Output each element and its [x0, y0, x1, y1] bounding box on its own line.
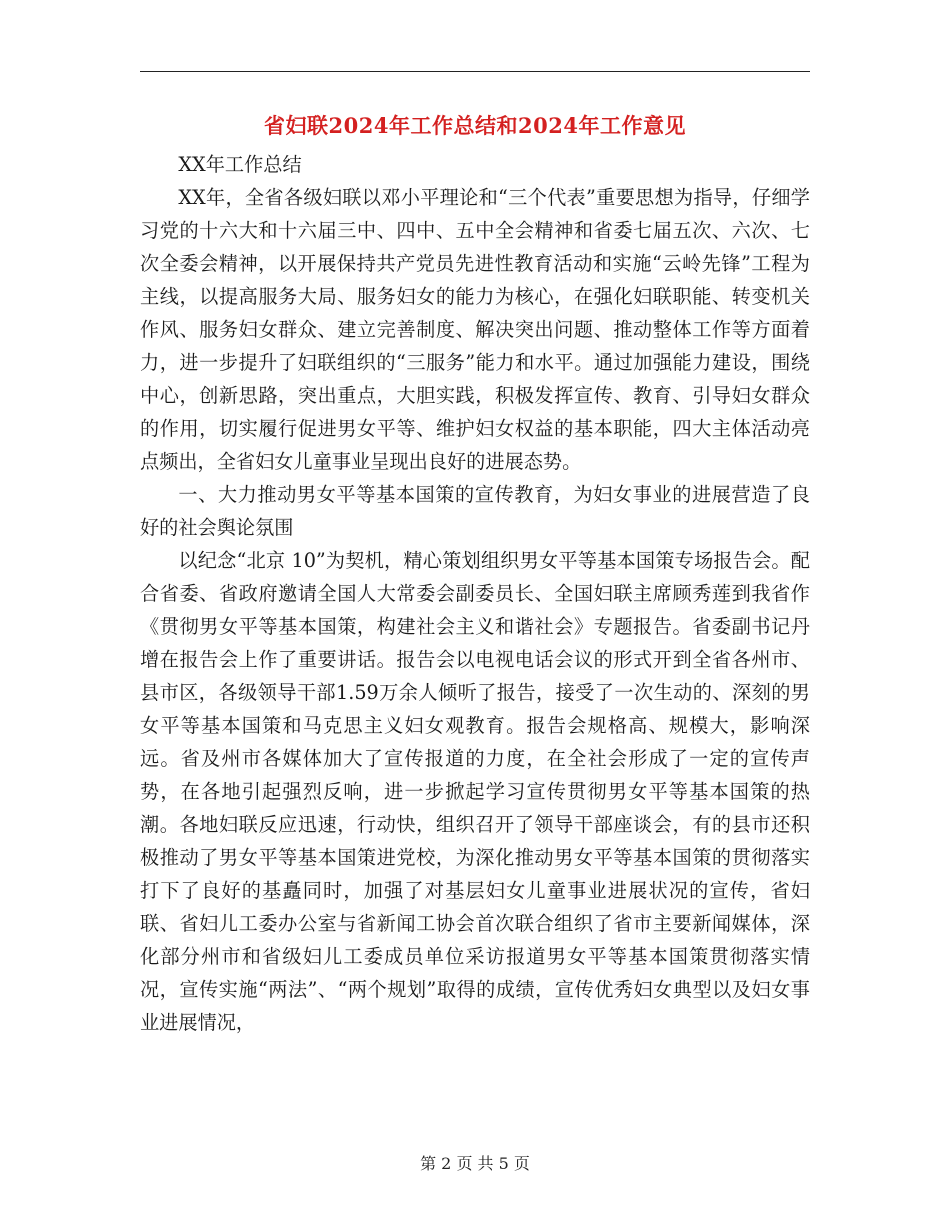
section-heading-one: 一、大力推动男女平等基本国策的宣传教育，为妇女事业的进展营造了良好的社会舆论氛围 [140, 483, 810, 539]
body-paragraph-publicity: 以纪念“北京 10”为契机，精心策划组织男女平等基本国策专场报告会。配合省委、省政府邀请全国人大常委会副委员长、全国妇联主席顾秀莲到我省作《贯彻男女平等基本国策，构建社会主义和谐社会》专题报告。省委副书记丹增在报告会上作了重要讲话。报告会以电视电话会议的形式开到全省各州市、县市区，各级领导干部1.59万余人倾听了报告，接受了一次生动的、深刻的男女平等基本国策和马克思主义妇女观教育。报告会规格高、规模大，影响深远。省及州市各媒体加大了宣传报道的力度，在全社会形成了一定的宣传声势，在各地引起强烈反响，进一步掀起学习宣传贯彻男女平等基本国策的热潮。各地妇联反应迅速，行动快，组织召开了领导干部座谈会，有的县市还积极推动了男女平等基本国策进党校，为深化推动男女平等基本国策的贯彻落实打下了良好的基矗同时，加强了对基层妇女儿童事业进展状况的宣传，省妇联、省妇儿工委办公室与省新闻工协会首次联合组织了省市主要新闻媒体，深化部分州市和省级妇儿工委成员单位采访报道男女平等基本国策贯彻落实情况，宣传实施“两法”、“两个规划”取得的成绩，宣传优秀妇女典型以及妇女事业进展情况， [140, 549, 810, 1034]
document-body [140, 148, 810, 1039]
document-title: 省妇联2024年工作总结和2024年工作意见 [264, 113, 686, 138]
body-paragraph-intro: XX年，全省各级妇联以邓小平理论和“三个代表”重要思想为指导，仔细学习党的十六大和十六届三中、四中、五中全会精神和省委七届五次、六次、七次全委会精神，以开展保持共产党员先进性教育活动和实施“云岭先锋”工程为主线，以提高服务大局、服务妇女的能力为核心，在强化妇联职能、转变机关作风、服务妇女群众、建立完善制度、解决突出问题、推动整体工作等方面着力，进一步提升了妇联组织的“三服务”能力和水平。通过加强能力建设，围绕中心，创新思路，突出重点，大胆实践，积极发挥宣传、教育、引导妇女群众的作用，切实履行促进男女平等、维护妇女权益的基本职能，四大主体活动亮点频出，全省妇女儿童事业呈现出良好的进展态势。 [140, 186, 810, 473]
header-rule [140, 71, 810, 72]
section-subheading: XX年工作总结 [178, 153, 302, 176]
page-number-footer: 第 2 页 共 5 页 [420, 1154, 530, 1173]
